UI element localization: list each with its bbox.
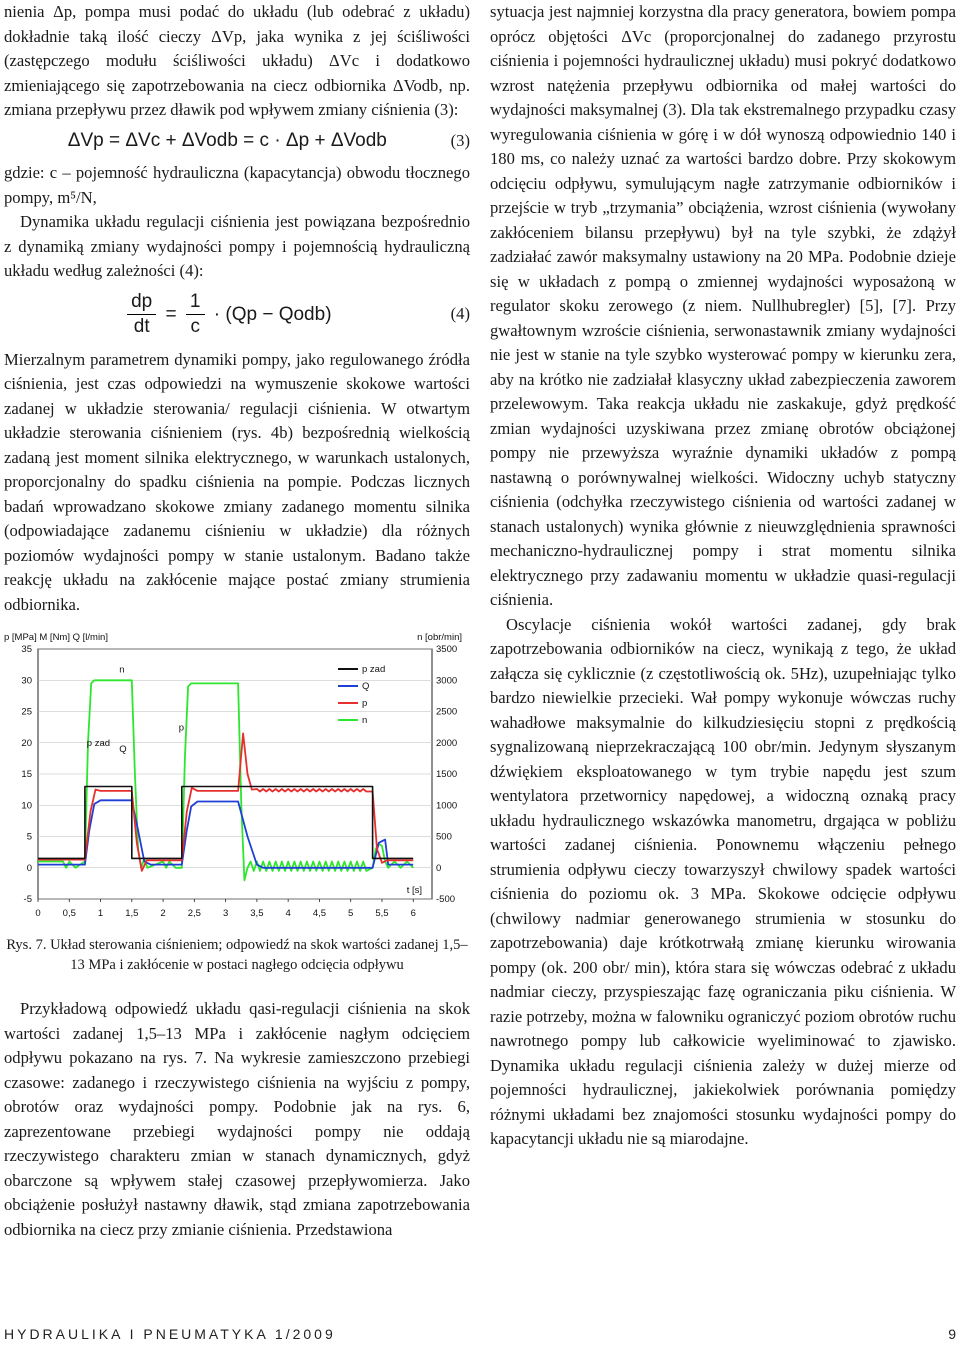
page-number: 9 bbox=[948, 1326, 956, 1342]
x-tick-label: 3 bbox=[222, 908, 229, 919]
page-footer bbox=[4, 1326, 956, 1342]
legend-label: Q bbox=[362, 681, 370, 692]
x-tick-label: 0 bbox=[35, 908, 41, 919]
y-left-tick-label: 0 bbox=[26, 862, 32, 874]
x-tick-label: 4,5 bbox=[312, 908, 327, 919]
y-left-axis-title: p [MPa] M [Nm] Q [l/min] bbox=[4, 632, 108, 643]
y-left-tick-label: 15 bbox=[21, 769, 32, 780]
y-right-tick-label: 2000 bbox=[436, 737, 458, 749]
fraction-one-over-c bbox=[186, 290, 205, 340]
figure-7 bbox=[4, 629, 470, 929]
y-right-tick-label: 1500 bbox=[436, 769, 458, 780]
fraction-denominator: dt bbox=[133, 316, 150, 337]
equation-formula bbox=[4, 290, 451, 340]
x-tick-label: 5 bbox=[348, 908, 354, 919]
y-left-tick-label: 10 bbox=[21, 800, 32, 812]
paragraph: Oscylacje ciśnienia wokół wartości zadanej, gdy brak zapotrzebowania odbiorników na ciecz, wynikają z tego, że układ załącza się cyklicznie (z częstotliwością ok. 5Hz), uzupełniając tylko bardzo niewielkie przecieki. Wał pompy wykonuje wówczas ruchy wahadłowe maksymalnie do kilkudziesięciu stopni z prędkością sygnalizowaną nieprzekraczającą 100 obr/min. Jedynym słyszanym dźwiękiem eksploatowanego w tym trybie napędu jest szum wentylatora przetwornicy napędowej, a widoczną oznaką pracy układu hydraulicznego wskazówka manometru, drgająca w pobliżu wartości zadanej ciśnienia. Ponownemu włączeniu pełnego strumienia odpływu cieczy towarzyszył chwilowy spadek wartości ciśnienia do poziomu ok. 3 MPa. Skokowe odcięcie odpływu (chwilowy nadmiar generowanego strumienia w stosunku do zapotrzebowania) daje krótkotrwałą zmianę kierunku wirowania pompy (ok. 200 obr/ min), która stara się wówczas odebrać z układu nadmiar cieczy, przyspieszając fazę ograniczania piku ciśnienia. W razie potrzeby, można w falowniku ograniczyć poziom obrotów ruchu nawrotnego pompy lub całkowicie wyeliminować to zjawisko. Dynamika układu regulacji ciśnienia zależy w dużej mierze od pojemności hydraulicznej, jakiekolwiek porównania pomiędzy różnymi układami bez znajomości stosunku wydajności pompy do kapacytancji układu nie są miarodajne. bbox=[490, 614, 956, 1148]
equation-3 bbox=[4, 129, 470, 154]
x-tick-label: 2 bbox=[160, 908, 166, 919]
equation-number: (4) bbox=[450, 304, 470, 324]
x-tick-label: 0,5 bbox=[62, 908, 76, 919]
y-right-axis-title: n [obr/min] bbox=[417, 632, 462, 643]
y-left-tick-label: -5 bbox=[23, 894, 32, 905]
x-axis-title: t [s] bbox=[406, 885, 422, 896]
annotation-p: p bbox=[178, 722, 185, 734]
equals-sign: = bbox=[165, 303, 177, 325]
paragraph: Dynamika układu regulacji ciśnienia jest powiązana bezpośrednio z dynamiką zmiany wydajności pompy i pojemnością hydrauliczną układu według zależności (4): bbox=[4, 212, 470, 280]
x-tick-label: 2,5 bbox=[187, 908, 201, 919]
x-tick-label: 5,5 bbox=[375, 908, 389, 919]
paragraph: Mierzalnym parametrem dynamiki pompy, jako regulowanego źródła ciśnienia, jest czas odpowiedzi na wymuszenie skokowe wartości zadanej w układzie sterowania/ regulacji ciśnienia. W otwartym układzie sterowania ciśnieniem (rys. 4b) bezpośrednią wielkością zadaną jest moment silnika elektrycznego, w warunkach ustalonych, proporcjonalny do spadku ciśnienia na pompie. Podczas licznych badań wprowadzano skokowe zmiany zadanego momentu silnika (odpowiadające zadanemu ciśnieniu w układzie) dla różnych poziomów wydajności pompy w stanie ustalonym. Badano także reakcję układu na zakłócenie mające postać zmiany strumienia odbiornika. bbox=[4, 349, 470, 614]
paragraph: sytuacja jest najmniej korzystna dla pracy generatora, bowiem pompa oprócz objętości ΔVc (proporcjonalnej do zadanego przyrostu ciśnienia i pojemności hydraulicznej układu) musi pokryć dodatkowo wzrost natężenia przepływu odbiornika od małej wartości do wydajności maksymalnej (3). Dla tak ekstremalnego przypadku czasy wyregulowania ciśnienia w górę i w dół wynoszą odpowiednio 140 i 180 ms, co należy uznać za wartości bardzo dobre. Przy skokowym odcięciu odpływu, symulującym nagłe zatrzymanie odbiorników i przejście w tryb „trzymania” obciążenia, wzrost ciśnienia (wywołany zakłóceniem bilansu przepływu) był na tyle szybki, że zdążył zadziałać zawór maksymalny ustawiony na 20 MPa. Podobnie dzieje się w układach z pompą o zmiennej wydajności wyposażoną w regulator skoku zerowego (z niem. Nullhubregler) [5], [7]. Przy gwałtownym wzroście ciśnienia, serwonastawnik zmiany wydajności nie jest w stanie na tyle szybko wysterować pompy w kierunku zera, aby na krótko nie zadziałał klasyczny układ zabezpieczenia zaworem przelewowym. Taka reakcja układu nie zaskakuje, gdyż prędkość zmian wydajności uzyskiwana przez zmianę obrotów obciążonej pompy nie przewyższa wyraźnie dynamiki układów z pompą nastawną o porównywalnej wielkości. Widoczny uchyb statyczny ciśnienia (odchyłka rzeczywistego ciśnienia od wartości zadanej w stanach ustalonych) wynika głównie z nieuwzględnienia sprawności mechaniczno-hydraulicznej pompy i strat momentu silnika elektrycznego przy zadawaniu momentu w układzie quasi-regulacji ciśnienia. bbox=[490, 2, 956, 609]
equation-formula: ΔVp = ΔVc + ΔVodb = c · Δp + ΔVodb bbox=[67, 129, 387, 151]
x-tick-label: 6 bbox=[410, 908, 416, 919]
y-right-tick-label: 500 bbox=[436, 831, 452, 843]
equation-4 bbox=[4, 290, 470, 340]
y-right-tick-label: -500 bbox=[436, 894, 456, 905]
paragraph: nienia Δp, pompa musi podać do układu (lub odebrać z układu) dokładnie taką ilość cieczy ΔVp, jaka wynika z jej ściśliwości (zastępczego modułu ściśliwości układu) ΔVc i dodatkowo zmieniającego się zapotrzebowania na ciecz odbiornika ΔVodb, np. zmiana przepływu przez dławik pod wpływem zmiany ciśnienia (3): bbox=[4, 2, 470, 119]
paragraph: Przykładową odpowiedź układu qasi-regulacji ciśnienia na skok wartości zadanej 1,5–13 MPa i zakłócenie nagłym odcięciem odpływu pokazano na rys. 7. Na wykresie zamieszczono przebiegi czasowe: zadanego i rzeczywistego ciśnienia na wyjściu z pompy, obrotów oraz wydajności pompy. Podobnie jak na rys. 6, zaprezentowane przebiegi wydajności pompy nie oddają rzeczywistego charakteru zmian w stanach dynamicznych, gdyż obarczone są wpływem stałej czasowej przepływomierza. Jako obciążenie posłużył nastawny dławik, stąd zmiana zapotrzebowania odbiornika na ciecz przy zmianie ciśnienia. Przedstawiona bbox=[4, 999, 470, 1239]
left-column bbox=[4, 0, 470, 1242]
legend-label: n bbox=[362, 715, 368, 726]
figure-caption: Rys. 7. Układ sterowania ciśnieniem; odpowiedź na skok wartości zadanej 1,5–13 MPa i zakłócenie w postaci nagłego odcięcia odpływu bbox=[6, 937, 468, 973]
annotation-p-zad: p zad bbox=[86, 737, 111, 749]
y-right-tick-label: 0 bbox=[436, 862, 442, 874]
fraction-denominator: c bbox=[190, 316, 200, 337]
legend-label: p bbox=[362, 698, 368, 709]
fraction-numerator: dp bbox=[127, 290, 156, 316]
y-left-tick-label: 35 bbox=[21, 644, 32, 655]
fraction-numerator: 1 bbox=[186, 290, 205, 316]
y-left-tick-label: 25 bbox=[21, 706, 32, 718]
x-tick-label: 1,5 bbox=[125, 908, 139, 919]
series-line-Q bbox=[38, 800, 413, 868]
y-left-tick-label: 20 bbox=[21, 737, 32, 749]
y-right-tick-label: 2500 bbox=[436, 706, 458, 718]
paragraph: gdzie: c – pojemność hydrauliczna (kapacytancja) obwodu tłocznego pompy, m⁵/N, bbox=[4, 163, 470, 207]
x-tick-label: 4 bbox=[285, 908, 291, 919]
annotation-n: n bbox=[119, 664, 125, 676]
annotation-q: Q bbox=[119, 744, 127, 756]
equation-rest: · (Qp − Qodb) bbox=[213, 303, 332, 325]
response-chart bbox=[4, 629, 470, 929]
y-right-tick-label: 1000 bbox=[436, 800, 458, 812]
y-left-tick-label: 5 bbox=[26, 831, 32, 843]
y-right-tick-label: 3000 bbox=[436, 675, 458, 687]
x-tick-label: 1 bbox=[97, 908, 104, 919]
fraction-dp-dt bbox=[127, 290, 156, 340]
equation-number: (3) bbox=[450, 130, 470, 150]
series-line-n bbox=[38, 680, 413, 880]
legend-label: p zad bbox=[362, 664, 386, 675]
right-column bbox=[490, 0, 956, 1152]
journal-name: HYDRAULIKA I PNEUMATYKA 1/2009 bbox=[4, 1326, 336, 1342]
y-right-tick-label: 3500 bbox=[436, 644, 458, 655]
x-tick-label: 3,5 bbox=[250, 908, 264, 919]
y-left-tick-label: 30 bbox=[21, 675, 32, 687]
